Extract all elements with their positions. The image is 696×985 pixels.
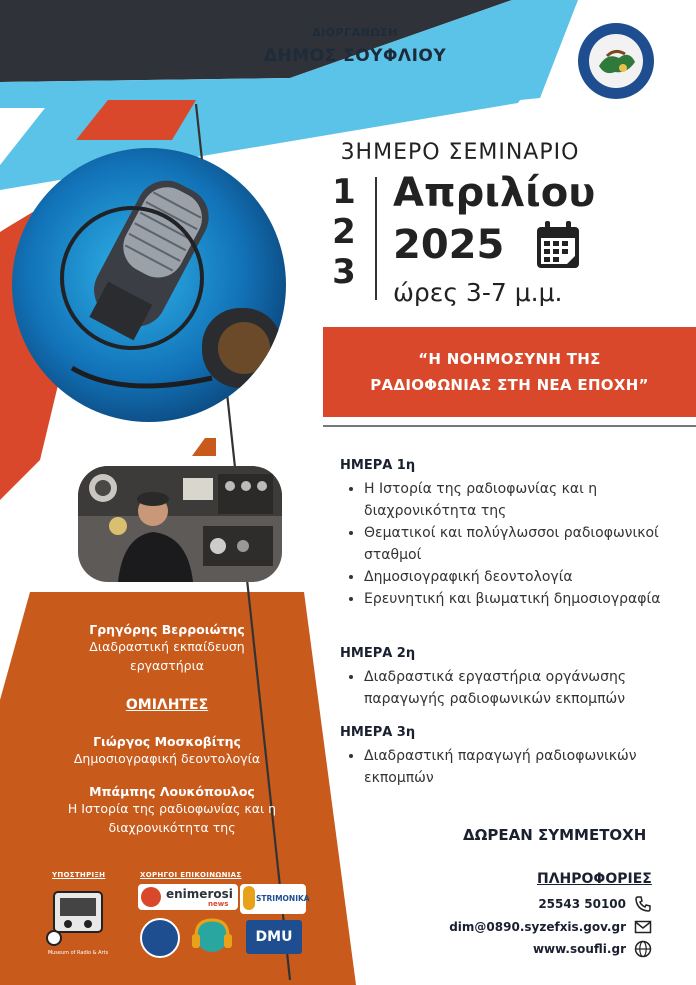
- event-month: Απριλίου: [393, 170, 596, 216]
- list-item: • Η Ιστορία της ραδιοφωνίας και η διαχρονικότητα της: [364, 478, 694, 522]
- speaker-name: Γρηγόρης Βερροιώτης: [89, 622, 245, 637]
- email-address[interactable]: dim@0890.syzefxis.gov.gr: [449, 920, 626, 934]
- calendar-icon: [535, 220, 581, 274]
- museum-logo: [46, 888, 110, 958]
- day-number: 2: [332, 212, 356, 252]
- speaker-name: Γιώργος Μοσκοβίτης: [93, 734, 241, 749]
- event-hours: ώρες 3-7 μ.μ.: [393, 278, 563, 307]
- speaker-1: [52, 734, 282, 768]
- globe-icon: [634, 940, 652, 958]
- list-item: • Θεματικοί και πολύγλωσσοι ραδιοφωνικοί σταθμοί: [364, 522, 694, 566]
- seminar-title: “Η ΝΟΗΜΟΣΥΝΗ ΤΗΣ ΡΑΔΙΟΦΩΝΙΑΣ ΣΤΗ ΝΕΑ ΕΠΟΧΗ”: [370, 350, 649, 394]
- strimonika-logo: [240, 884, 310, 914]
- free-participation: ΔΩΡΕΑΝ ΣΥΜΜΕΤΟΧΗ: [463, 826, 647, 844]
- day1-list: [344, 478, 694, 610]
- media-sponsors-title: ΧΟΡΗΓΟΙ ΕΠΙΚΟΙΝΩΝΙΑΣ: [140, 871, 242, 879]
- divider-line: [323, 425, 696, 427]
- info-title: ΠΛΗΡΟΦΟΡΙΕΣ: [537, 871, 652, 887]
- museum-caption: Museum of Radio & Arts: [47, 950, 109, 956]
- organizer-name: ΔΗΜΟΣ ΣΟΥΦΛΙΟΥ: [263, 46, 447, 66]
- list-item: • Δημοσιογραφική δεοντολογία: [364, 566, 694, 588]
- enimerosi-logo: [138, 884, 238, 910]
- organizer-label: ΔΙΟΡΓΑΝΩΣΗ: [312, 26, 398, 39]
- speaker-role: Δημοσιογραφική δεοντολογία: [73, 751, 261, 766]
- speakers-heading: ΟΜΙΛΗΤΕΣ: [125, 697, 209, 713]
- sponsor-name: news: [208, 900, 229, 908]
- municipality-logo: [577, 22, 655, 100]
- website-link[interactable]: www.soufli.gr: [532, 942, 626, 956]
- radio-headphones-logo: [190, 916, 234, 956]
- day-number: 1: [332, 172, 356, 212]
- title-banner: [323, 327, 696, 417]
- sponsor-seal-logo: [140, 918, 180, 958]
- list-item: • Διαδραστική παραγωγή ραδιοφωνικών εκπομπών: [364, 745, 694, 789]
- event-days: [328, 172, 360, 292]
- speaker-role: Η Ιστορία της ραδιοφωνίας και η διαχρονικότητα της: [67, 801, 277, 835]
- event-year: 2025: [393, 222, 505, 268]
- day3-title: ΗΜΕΡΑ 3η: [340, 725, 416, 740]
- day1-title: ΗΜΕΡΑ 1η: [340, 458, 416, 473]
- support-title: ΥΠΟΣΤΗΡΙΞΗ: [52, 871, 106, 879]
- day2-title: ΗΜΕΡΑ 2η: [340, 646, 416, 661]
- sponsor-name: enimerosi: [166, 887, 233, 901]
- day2-list: [344, 666, 694, 710]
- date-divider: [375, 177, 377, 300]
- email-icon: [634, 918, 652, 936]
- day-number: 3: [332, 252, 356, 292]
- phone-number[interactable]: 25543 50100: [538, 897, 626, 911]
- seminar-label: 3ΗΜΕΡΟ ΣΕΜΙΝΑΡΙΟ: [340, 140, 580, 165]
- speaker-role: Διαδραστική εκπαίδευση εργαστήρια: [89, 639, 245, 673]
- list-item: • Διαδραστικά εργαστήρια οργάνωσης παραγωγής ραδιοφωνικών εκπομπών: [364, 666, 694, 710]
- list-item: • Ερευνητική και βιωματική δημοσιογραφία: [364, 588, 694, 610]
- dmu-logo: [246, 920, 302, 954]
- speaker-photo: [78, 466, 282, 582]
- speaker-2: [52, 784, 292, 837]
- microphone-photo: [12, 148, 286, 422]
- main-speaker: [62, 622, 272, 675]
- phone-icon: [634, 895, 652, 913]
- sponsor-name: DMU: [255, 929, 293, 945]
- sponsor-name: STRIMONIKA: [256, 894, 310, 903]
- day3-list: [344, 745, 694, 789]
- speaker-name: Μπάμπης Λουκόπουλος: [89, 784, 255, 799]
